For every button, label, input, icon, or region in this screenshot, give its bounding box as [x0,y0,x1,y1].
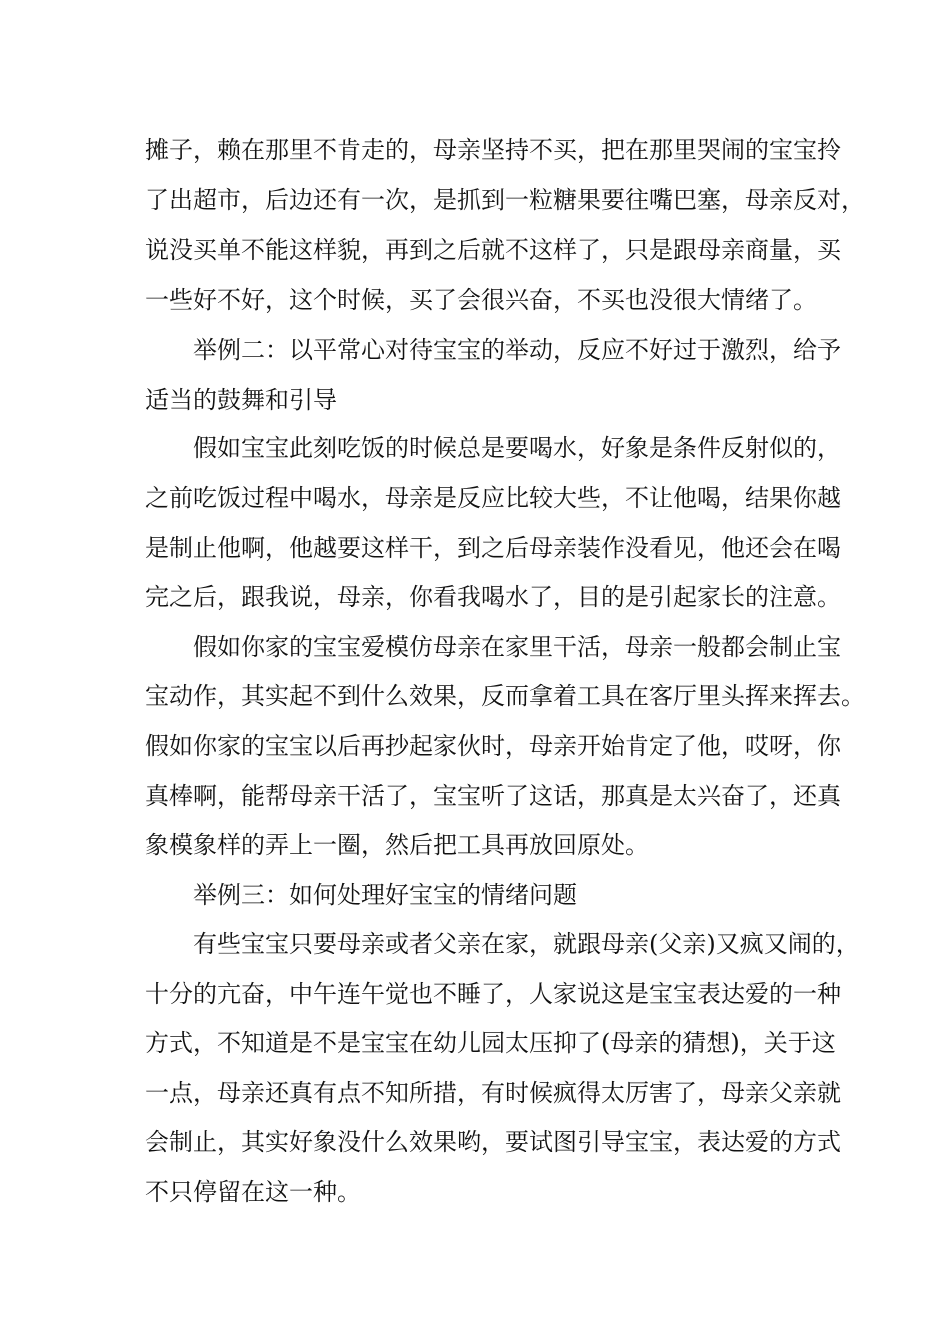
text-line: 方式，不知道是不是宝宝在幼儿园太压抑了(母亲的猜想)，关于这 [145,1029,836,1057]
text-line: 了出超市，后边还有一次，是抓到一粒糖果要往嘴巴塞，母亲反对， [145,186,865,214]
text-line: 之前吃饭过程中喝水，母亲是反应比较大些，不让他喝，结果你越 [145,484,841,512]
heading-line: 举例二：以平常心对待宝宝的举动，反应不好过于激烈，给予 [193,336,841,364]
text-line: 一点，母亲还真有点不知所措，有时候疯得太厉害了，母亲父亲就 [145,1079,841,1107]
text-line: 假如你家的宝宝爱模仿母亲在家里干活，母亲一般都会制止宝 [193,633,841,661]
text-line: 说没买单不能这样貌，再到之后就不这样了，只是跟母亲商量，买 [145,236,841,264]
text-line: 假如宝宝此刻吃饭的时候总是要喝水，好象是条件反射似的， [193,434,841,462]
heading-line: 适当的鼓舞和引导 [145,386,337,414]
text-line: 不只停留在这一种。 [145,1178,361,1206]
text-line: 完之后，跟我说，母亲，你看我喝水了，目的是引起家长的注意。 [145,583,841,611]
text-line: 象模象样的弄上一圈，然后把工具再放回原处。 [145,831,649,859]
heading-line: 举例三：如何处理好宝宝的情绪问题 [193,881,577,909]
text-line: 一些好不好，这个时候，买了会很兴奋，不买也没很大情绪了。 [145,286,817,314]
text-line: 摊子，赖在那里不肯走的，母亲坚持不买，把在那里哭闹的宝宝拎 [145,136,841,164]
text-line: 宝动作，其实起不到什么效果，反而拿着工具在客厅里头挥来挥去。 [145,682,865,710]
text-line: 十分的亢奋，中午连午觉也不睡了，人家说这是宝宝表达爱的一种 [145,980,841,1008]
text-line: 是制止他啊，他越要这样干，到之后母亲装作没看见，他还会在喝 [145,534,841,562]
text-line: 会制止，其实好象没什么效果哟，要试图引导宝宝，表达爱的方式 [145,1128,841,1156]
text-line: 假如你家的宝宝以后再抄起家伙时，母亲开始肯定了他，哎呀，你 [145,732,841,760]
text-line: 有些宝宝只要母亲或者父亲在家，就跟母亲(父亲)又疯又闹的， [193,930,860,958]
text-line: 真棒啊，能帮母亲干活了，宝宝听了这话，那真是太兴奋了，还真 [145,782,841,810]
